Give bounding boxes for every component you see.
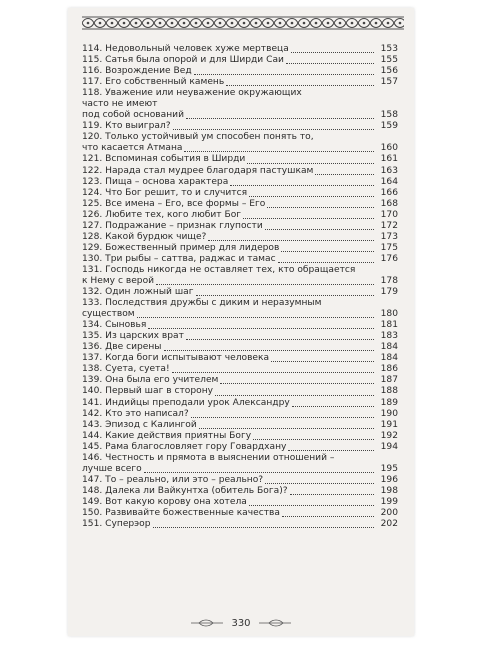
toc-entry-title — [82, 320, 376, 331]
toc-entry-title — [82, 298, 376, 320]
toc-entry-page: 188 — [380, 386, 398, 397]
toc-entry-line: 121. Вспоминая события в Ширди — [82, 154, 246, 165]
dot-leader — [315, 173, 374, 175]
toc-entry-line: существом — [82, 309, 135, 320]
toc-entry-page: 170 — [380, 209, 398, 220]
dot-leader — [278, 261, 374, 263]
page-number: 330 — [231, 617, 251, 629]
toc-entry-line: 143. Эпизод с Калингой — [82, 419, 197, 430]
dot-leader — [196, 294, 375, 296]
toc-entry-page: 183 — [380, 331, 398, 342]
toc-entry — [82, 88, 398, 121]
toc-entry — [82, 166, 398, 177]
toc-entry-title — [82, 166, 376, 177]
toc-entry-title — [82, 287, 376, 298]
toc-entry — [82, 508, 398, 519]
dot-leader — [156, 283, 374, 285]
toc-entry-page: 161 — [380, 154, 398, 165]
toc-entry-page: 195 — [380, 463, 398, 474]
toc-entry — [82, 221, 398, 232]
toc-entry-page: 153 — [380, 44, 398, 54]
toc-entry-line: 151. Суперэор — [82, 519, 151, 530]
toc-entry-line: 137. Когда боги испытывают человека — [82, 353, 270, 364]
toc-entry — [82, 210, 398, 221]
toc-entry-page: 158 — [380, 110, 398, 121]
toc-entry-line: 119. Кто выиграл? — [82, 121, 171, 132]
toc-entry-line: что касается Атмана — [82, 143, 183, 154]
dot-leader — [164, 349, 375, 351]
toc-entry — [82, 320, 398, 331]
toc-entry-title — [82, 431, 376, 442]
toc-entry-line: 134. Сыновья — [82, 320, 147, 331]
dot-leader — [191, 416, 374, 418]
toc-entry-title — [82, 508, 376, 519]
dot-leader — [173, 128, 374, 130]
toc-entry-page: 159 — [380, 121, 398, 132]
toc-entry-line: часто не имеют — [82, 99, 158, 110]
toc-entry-page: 194 — [380, 441, 398, 452]
footer-ornament-right-icon — [257, 618, 293, 628]
toc-entry — [82, 199, 398, 210]
toc-entry — [82, 121, 398, 132]
toc-entry — [82, 386, 398, 397]
toc-entry-page: 175 — [380, 242, 398, 253]
toc-entry-title — [82, 44, 376, 55]
toc-entry — [82, 298, 398, 320]
toc-entry-title — [82, 420, 376, 431]
toc-entry-line: 117. Его собственный камень — [82, 77, 225, 88]
toc-entry-line: лучше всего — [82, 463, 142, 474]
toc-entry — [82, 442, 398, 453]
toc-entry — [82, 453, 398, 475]
dot-leader — [292, 405, 374, 407]
toc-entry-title — [82, 453, 376, 475]
toc-entry — [82, 66, 398, 77]
dot-leader — [281, 250, 374, 252]
dot-leader — [148, 327, 374, 329]
toc-entry-page: 187 — [380, 375, 398, 386]
toc-entry-page: 189 — [380, 397, 398, 408]
dot-leader — [208, 239, 374, 241]
toc-entry-line: 146. Честность и прямота в выяснении отношений – — [82, 452, 335, 463]
toc-entry-page: 173 — [380, 231, 398, 242]
dot-leader — [186, 117, 374, 119]
dot-leader — [282, 515, 374, 517]
toc-entry — [82, 364, 398, 375]
book-page — [68, 8, 414, 636]
toc-entry-title — [82, 409, 376, 420]
toc-entry — [82, 254, 398, 265]
toc-entry-page: 191 — [380, 419, 398, 430]
toc-entry — [82, 519, 398, 530]
toc-entry-page: 156 — [380, 66, 398, 77]
toc-entry-title — [82, 232, 376, 243]
toc-entry-title — [82, 265, 376, 287]
footer-ornament-left-icon — [189, 618, 225, 628]
toc-entry-page: 163 — [380, 165, 398, 176]
dot-leader — [199, 427, 374, 429]
toc-entry-title — [82, 364, 376, 375]
toc-entry-line: 141. Индийцы преподали урок Александру — [82, 397, 290, 408]
toc-entry-title — [82, 243, 376, 254]
dot-leader — [137, 316, 374, 318]
toc-entry-title — [82, 386, 376, 397]
dot-leader — [265, 228, 374, 230]
toc-entry — [82, 177, 398, 188]
header-ornament-icon — [82, 16, 404, 30]
dot-leader — [226, 84, 374, 86]
toc-entry-page: 192 — [380, 430, 398, 441]
dot-leader — [267, 206, 374, 208]
toc-entry-title — [82, 221, 376, 232]
toc-entry-page: 196 — [380, 474, 398, 485]
toc-entry — [82, 398, 398, 409]
dot-leader — [194, 73, 374, 75]
toc-entry-title — [82, 177, 376, 188]
toc-entry-page: 155 — [380, 55, 398, 66]
toc-entry-title — [82, 254, 376, 265]
toc-entry — [82, 420, 398, 431]
toc-entry — [82, 409, 398, 420]
toc-entry-line: 124. Что Бог решит, то и случится — [82, 187, 248, 198]
toc-entry-line: 135. Из царских врат — [82, 331, 184, 342]
toc-entry-title — [82, 121, 376, 132]
dot-leader — [172, 371, 374, 373]
toc-entry-title — [82, 188, 376, 199]
toc-entry-line: 138. Суета, суета! — [82, 364, 170, 375]
toc-entry-line: 148. Далека ли Вайкунтха (обитель Бога)? — [82, 485, 288, 496]
toc-entry-line: 128. Какой бурдюк чище? — [82, 231, 207, 242]
dot-leader — [186, 338, 374, 340]
dot-leader — [253, 438, 374, 440]
toc-entry-page: 164 — [380, 176, 398, 187]
toc-entry — [82, 232, 398, 243]
toc-entry-page: 172 — [380, 220, 398, 231]
toc-entry-title — [82, 497, 376, 508]
toc-entry — [82, 486, 398, 497]
dot-leader — [144, 471, 374, 473]
toc-entry-line: 126. Любите тех, кого любит Бог — [82, 209, 242, 220]
toc-entry-title — [82, 375, 376, 386]
toc-entry-page: 160 — [380, 143, 398, 154]
toc-entry-page: 186 — [380, 364, 398, 375]
toc-entry-title — [82, 331, 376, 342]
table-of-contents — [82, 44, 398, 530]
dot-leader — [153, 526, 374, 528]
dot-leader — [243, 217, 374, 219]
toc-entry — [82, 154, 398, 165]
toc-entry-line: 115. Сатья была опорой и для Ширди Саи — [82, 55, 284, 66]
toc-entry-line: 116. Возрождение Вед — [82, 66, 192, 77]
toc-entry-title — [82, 66, 376, 77]
toc-entry-line: 132. Один ложный шаг — [82, 287, 194, 298]
toc-entry-line: 145. Рама благословляет гору Говардхану — [82, 441, 287, 452]
toc-entry-line: 129. Божественный пример для лидеров — [82, 242, 280, 253]
toc-entry — [82, 497, 398, 508]
toc-entry-title — [82, 77, 376, 88]
toc-entry-title — [82, 475, 376, 486]
toc-entry — [82, 188, 398, 199]
toc-entry — [82, 77, 398, 88]
toc-entry-page: 199 — [380, 496, 398, 507]
toc-entry-title — [82, 132, 376, 154]
toc-entry-line: 127. Подражание – признак глупости — [82, 220, 263, 231]
page-footer — [68, 616, 414, 630]
toc-entry-line: 130. Три рыбы – саттва, раджас и тамас — [82, 253, 276, 264]
toc-entry-title — [82, 486, 376, 497]
toc-entry-line: 133. Последствия дружбы с диким и неразумным — [82, 298, 322, 309]
toc-entry-page: 198 — [380, 485, 398, 496]
toc-entry-title — [82, 210, 376, 221]
toc-entry — [82, 342, 398, 353]
toc-entry — [82, 375, 398, 386]
toc-entry-title — [82, 88, 376, 121]
toc-entry-line: 147. То – реально, или это – реально? — [82, 474, 264, 485]
toc-entry-page: 184 — [380, 353, 398, 364]
toc-entry-line: 139. Она была его учителем — [82, 375, 219, 386]
dot-leader — [290, 493, 374, 495]
toc-entry-line: 131. Господь никогда не оставляет тех, кто обращается — [82, 264, 356, 275]
toc-entry — [82, 265, 398, 287]
toc-entry-title — [82, 398, 376, 409]
dot-leader — [220, 382, 374, 384]
dot-leader — [288, 449, 374, 451]
toc-entry-line: под собой оснований — [82, 110, 184, 121]
toc-entry-line: 144. Какие действия приятны Богу — [82, 430, 252, 441]
toc-entry-title — [82, 154, 376, 165]
toc-entry-title — [82, 353, 376, 364]
toc-entry-page: 157 — [380, 77, 398, 88]
toc-entry-line: 140. Первый шаг в сторону — [82, 386, 214, 397]
dot-leader — [249, 195, 374, 197]
toc-entry-title — [82, 199, 376, 210]
toc-entry-title — [82, 519, 376, 530]
toc-entry-line: 136. Две сирены — [82, 342, 162, 353]
toc-entry — [82, 353, 398, 364]
toc-entry — [82, 331, 398, 342]
toc-entry-page: 166 — [380, 187, 398, 198]
dot-leader — [271, 360, 374, 362]
toc-entry — [82, 287, 398, 298]
toc-entry — [82, 243, 398, 254]
toc-entry-line: к Нему с верой — [82, 275, 155, 286]
toc-entry-line: 150. Развивайте божественные качества — [82, 507, 280, 518]
toc-entry-line: 114. Недовольный человек хуже мертвеца — [82, 44, 289, 54]
toc-entry — [82, 132, 398, 154]
toc-entry-page: 202 — [380, 519, 398, 530]
toc-entry-title — [82, 442, 376, 453]
toc-entry-line: 122. Нарада стал мудрее благодаря пастушкам — [82, 165, 314, 176]
dot-leader — [230, 184, 374, 186]
dot-leader — [215, 394, 374, 396]
toc-entry-page: 181 — [380, 320, 398, 331]
toc-entry-line: 149. Вот какую корову она хотела — [82, 496, 247, 507]
dot-leader — [265, 482, 374, 484]
dot-leader — [247, 162, 374, 164]
toc-entry-page: 179 — [380, 287, 398, 298]
toc-entry — [82, 44, 398, 55]
dot-leader — [184, 150, 374, 152]
toc-entry-page: 190 — [380, 408, 398, 419]
toc-entry-title — [82, 342, 376, 353]
toc-entry-page: 200 — [380, 507, 398, 518]
toc-entry-page: 176 — [380, 253, 398, 264]
toc-entry-line: 125. Все имена – Его, все формы – Его — [82, 198, 266, 209]
toc-entry — [82, 475, 398, 486]
dot-leader — [286, 62, 374, 64]
dot-leader — [291, 51, 374, 53]
toc-entry-line: 120. Только устойчивый ум способен понять то, — [82, 132, 314, 143]
toc-entry-line: 123. Пища – основа характера — [82, 176, 229, 187]
toc-entry-page: 184 — [380, 342, 398, 353]
toc-entry-page: 168 — [380, 198, 398, 209]
toc-entry-page: 180 — [380, 309, 398, 320]
dot-leader — [249, 504, 374, 506]
toc-entry-title — [82, 55, 376, 66]
toc-entry-page: 178 — [380, 275, 398, 286]
toc-entry-line: 118. Уважение или неуважение окружающих — [82, 88, 302, 99]
toc-entry — [82, 431, 398, 442]
toc-entry-line: 142. Кто это написал? — [82, 408, 189, 419]
toc-entry — [82, 55, 398, 66]
